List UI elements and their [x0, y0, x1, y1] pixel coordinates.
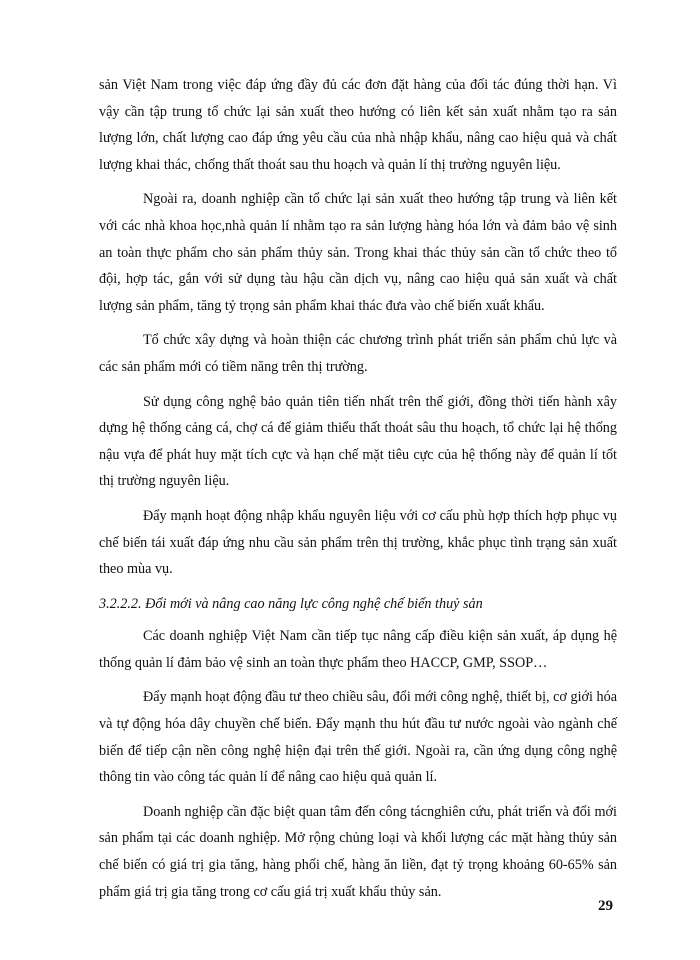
paragraph-upgrade-conditions: Các doanh nghiệp Việt Nam cần tiếp tục nâng cấp điều kiện sản xuất, áp dụng hệ thống quản lí đảm bảo vệ sinh an toàn thực phẩm theo HACCP, GMP, SSOP…: [99, 628, 617, 671]
paragraph-investment-depth: Đẩy mạnh hoạt động đầu tư theo chiều sâu, đổi mới công nghệ, thiết bị, cơ giới hóa và tự động hóa dây chuyền chế biến. Đẩy mạnh thu hút đầu tư nước ngoài vào ngành chế biến để tiếp cận nền công nghệ hiện đại trên thế giới. Ngoài ra, cần ứng dụng công nghệ thông tin vào công tác quản lí để nâng cao hiệu quả quản lí.: [99, 689, 617, 786]
page-content: [99, 72, 617, 913]
paragraph-research-development: Doanh nghiệp cần đặc biệt quan tâm đến công tácnghiên cứu, phát triển và đổi mới sản phẩm tại các doanh nghiệp. Mở rộng chủng loại và khối lượng các mặt hàng thủy sản chế biến có giá trị gia tăng, hàng phối chế, hàng ăn liền, đạt tỷ trọng khoảng 60-65% sản phẩm giá trị gia tăng trong cơ cấu giá trị xuất khẩu thủy sản.: [99, 803, 617, 900]
paragraph-preservation-technology: Sử dụng công nghệ bảo quản tiên tiến nhất trên thế giới, đồng thời tiến hành xây dựng hệ thống cảng cá, chợ cá để giảm thiểu thất thoát sâu thu hoạch, tổ chức lại hệ thống nậu vựa để phát huy mặt tích cực và hạn chế mặt tiêu cực của hệ thống này để quản lí tốt thị trường nguyên liệu.: [99, 393, 617, 490]
paragraph-continuation: sản Việt Nam trong việc đáp ứng đầy đủ các đơn đặt hàng của đối tác đúng thời hạn. Vì vậy cần tập trung tổ chức lại sản xuất theo hướng có liên kết sản xuất nhằm tạo ra sản lượng lớn, chất lượng cao đáp ứng yêu cầu của nhà nhập khẩu, nâng cao hiệu quả và chất lượng khai thác, chống thất thoát sau thu hoạch và quản lí thị trường nguyên liệu.: [99, 77, 617, 173]
paragraph-reorganize-production: Ngoài ra, doanh nghiệp cần tổ chức lại sản xuất theo hướng tập trung và liên kết với các nhà khoa học,nhà quản lí nhằm tạo ra sản lượng hàng hóa lớn và đảm bảo vệ sinh an toàn thực phẩm cho sản phẩm thủy sản. Trong khai thác thủy sản cần tổ chức theo tổ đội, hợp tác, gắn với sử dụng tàu hậu cần dịch vụ, nâng cao hiệu quả sản xuất và chất lượng sản phẩm, tăng tỷ trọng sản phẩm khai thác đưa vào chế biến xuất khẩu.: [99, 191, 617, 314]
paragraph-import-materials: Đẩy mạnh hoạt động nhập khẩu nguyên liệu với cơ cấu phù hợp thích hợp phục vụ chế biến tái xuất đáp ứng nhu cầu sản phẩm trên thị trường, khắc phục tình trạng sản xuất theo mùa vụ.: [99, 507, 617, 578]
section-heading: 3.2.2.2. Đổi mới và nâng cao năng lực công nghệ chế biến thuỷ sản: [99, 595, 483, 612]
paragraph-product-programs: Tổ chức xây dựng và hoàn thiện các chương trình phát triển sản phẩm chủ lực và các sản phẩm mới có tiềm năng trên thị trường.: [99, 332, 617, 375]
page-number: 29: [598, 898, 613, 914]
